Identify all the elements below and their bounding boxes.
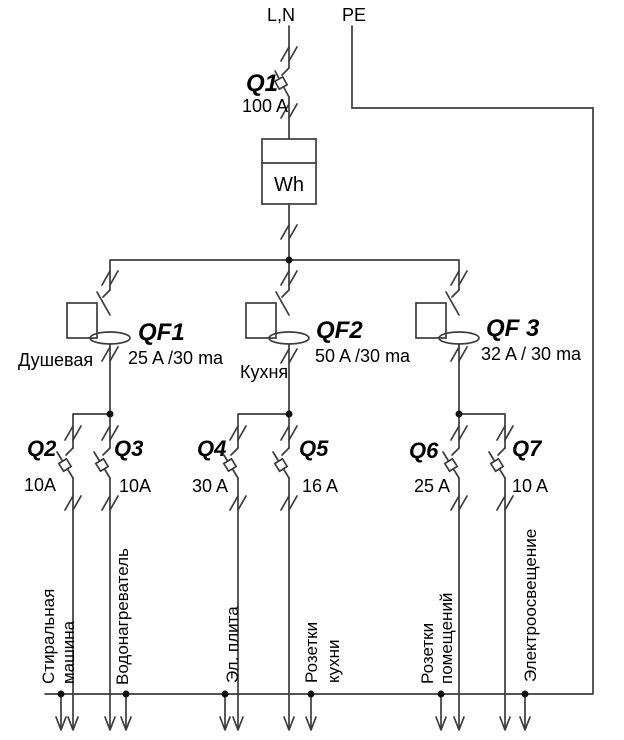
q2-rating: 10A (24, 475, 57, 495)
q3-rating: 10A (119, 476, 152, 496)
load-label-water-heater: Водонагреватель (113, 548, 132, 685)
qf1-zone-label: Душевая (18, 350, 94, 370)
qf3-rating: 32 A / 30 ma (481, 344, 582, 364)
load-label-washing-machine-1: Стиральная (39, 588, 58, 684)
load-label-room-sockets-1: Розетки (418, 622, 437, 684)
pe-supply-label: PE (341, 5, 367, 25)
meter-label: Wh (274, 174, 304, 196)
q5-rating: 16 A (302, 476, 339, 496)
q4-rating: 30 A (192, 476, 229, 496)
qf1-rating: 25 A /30 ma (128, 348, 224, 368)
q5-name: Q5 (299, 436, 329, 461)
ln-supply-label: L,N (266, 5, 296, 25)
q6-name: Q6 (409, 438, 439, 463)
q3-name: Q3 (114, 436, 144, 461)
qf2-rating: 50 A /30 ma (315, 346, 411, 366)
qf1-name: QF1 (138, 319, 185, 346)
load-label-room-sockets-2: помещений (437, 592, 456, 684)
q4-name: Q4 (197, 436, 227, 461)
q7-name: Q7 (512, 436, 542, 461)
load-label-washing-machine-2: машина (59, 620, 78, 684)
q1-rating: 100 A (241, 96, 288, 116)
q1-name: Q1 (245, 70, 278, 97)
q6-rating: 25 A (414, 476, 451, 496)
load-label-kitchen-sockets-1: Розетки (302, 621, 321, 683)
qf2-zone-label: Кухня (240, 362, 289, 382)
q2-name: Q2 (27, 436, 57, 461)
q7-rating: 10 A (512, 476, 549, 496)
load-label-electric-stove: Эл. плита (223, 606, 242, 683)
qf2-name: QF2 (316, 317, 363, 344)
qf3-name: QF 3 (486, 315, 540, 342)
load-label-kitchen-sockets-2: кухни (324, 639, 343, 683)
load-label-lighting: Электроосвещение (521, 528, 540, 682)
